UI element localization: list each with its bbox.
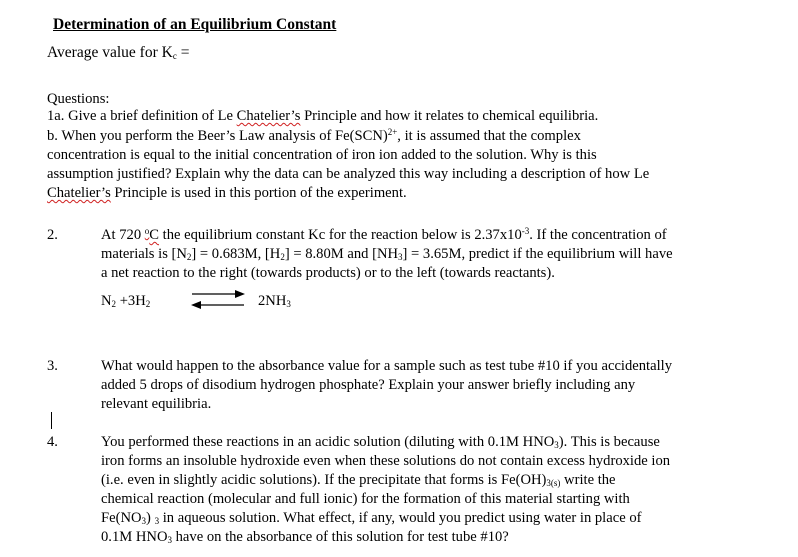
text-line: 1a. Give a brief definition of Le xyxy=(47,108,237,124)
text-line: ] = 0.683M, [H xyxy=(191,246,281,262)
questions-heading: Questions: xyxy=(47,91,110,107)
text-line xyxy=(47,127,581,146)
text-line: Fe(NO xyxy=(101,510,142,526)
text-line xyxy=(47,184,407,203)
text-line: , it is assumed that the complex xyxy=(397,128,581,144)
text-line xyxy=(101,433,660,452)
superscript: o xyxy=(144,226,150,236)
text-line xyxy=(101,245,673,264)
text-line: At 720 xyxy=(101,227,145,243)
subscript: 2 xyxy=(111,299,117,309)
subscript: 3 xyxy=(398,252,403,262)
text-line: 2NH xyxy=(258,293,287,309)
text-line xyxy=(101,509,641,528)
text-line: 0.1M HNO xyxy=(101,529,168,545)
text-cursor xyxy=(51,412,52,429)
text-line: You performed these reactions in an acidic solution (diluting with 0.1M HNO xyxy=(101,434,555,450)
text-line: What would happen to the absorbance value for a sample such as test tube #10 if you accidentally xyxy=(101,358,672,374)
question-number: 4. xyxy=(47,434,58,450)
text-line: added 5 drops of disodium hydrogen phosphate? Explain your answer briefly including any xyxy=(101,377,636,393)
text-line: chemical reaction (molecular and full ionic) for the formation of this material starting with xyxy=(101,491,630,507)
text-line: ] = 3.65M, predict if the equilibrium will have xyxy=(402,246,673,262)
text-line xyxy=(191,301,201,309)
text-line: materials is [N xyxy=(101,246,187,262)
text-line: ] = 8.80M and [NH xyxy=(284,246,399,262)
average-kc-line xyxy=(47,43,189,62)
text-line: . If the concentration of xyxy=(529,227,667,243)
text-line xyxy=(101,528,509,547)
text-line xyxy=(101,471,616,490)
subscript: c xyxy=(172,51,177,61)
text-line: iron forms an insoluble hydroxide even when these solutions do not contain excess hydroxide ion xyxy=(101,453,671,469)
text-line: Principle and how it relates to chemical equilibria. xyxy=(300,108,599,124)
text-line: Chatelier’s xyxy=(47,185,111,201)
text-line: C xyxy=(149,227,160,243)
subscript: 3(s) xyxy=(546,478,561,488)
subscript: 3 xyxy=(554,440,559,450)
text-line: have on the absorbance of this solution for test tube #10? xyxy=(171,529,509,545)
subscript: 2 xyxy=(280,252,285,262)
subscript: 3 xyxy=(141,516,147,526)
text-line: in aqueous solution. What effect, if any, would you predict using water in place of xyxy=(159,510,642,526)
text-line: ). This is because xyxy=(558,434,660,450)
reaction-products xyxy=(258,292,291,311)
text-line: the equilibrium constant Kc for the reaction below is 2.37x10 xyxy=(159,227,522,243)
text-line: +3H xyxy=(116,293,146,309)
question-number: 2. xyxy=(47,227,58,243)
text-line xyxy=(235,290,245,298)
question-number: 3. xyxy=(47,358,58,374)
text-line: Average value for K xyxy=(47,44,173,61)
text-line: Principle is used in this portion of the experiment. xyxy=(110,185,407,201)
subscript: 3 xyxy=(286,299,291,309)
subscript: 3 xyxy=(167,535,172,545)
text-line: N xyxy=(101,293,112,309)
superscript: -3 xyxy=(521,226,530,236)
text-line: write the xyxy=(560,472,616,488)
text-line xyxy=(101,226,667,245)
text-line: assumption justified? Explain why the data can be analyzed this way including a description of how Le xyxy=(47,166,650,182)
text-line: a net reaction to the right (towards products) or to the left (towards reactants). xyxy=(101,265,555,281)
text-line: ) xyxy=(146,510,155,526)
subscript: 2 xyxy=(186,252,192,262)
page-title: Determination of an Equilibrium Constant xyxy=(53,16,337,33)
text-line: (i.e. even in slightly acidic solutions). If the precipitate that forms is Fe(OH) xyxy=(101,472,547,488)
equilibrium-arrows-icon xyxy=(188,288,248,310)
text-line: = xyxy=(176,44,190,61)
text-line: relevant equilibria. xyxy=(101,396,212,412)
text-line: concentration is equal to the initial concentration of iron ion added to the solution. Why is this xyxy=(47,147,597,163)
subscript: 3 xyxy=(154,516,160,526)
text-line: b. When you perform the Beer’s Law analysis of Fe(SCN) xyxy=(47,128,388,144)
text-line: Chatelier’s xyxy=(236,108,301,124)
question-1a xyxy=(47,107,598,126)
subscript: 2 xyxy=(145,299,151,309)
reaction-reactants xyxy=(101,292,150,311)
superscript: 2+ xyxy=(387,127,398,137)
